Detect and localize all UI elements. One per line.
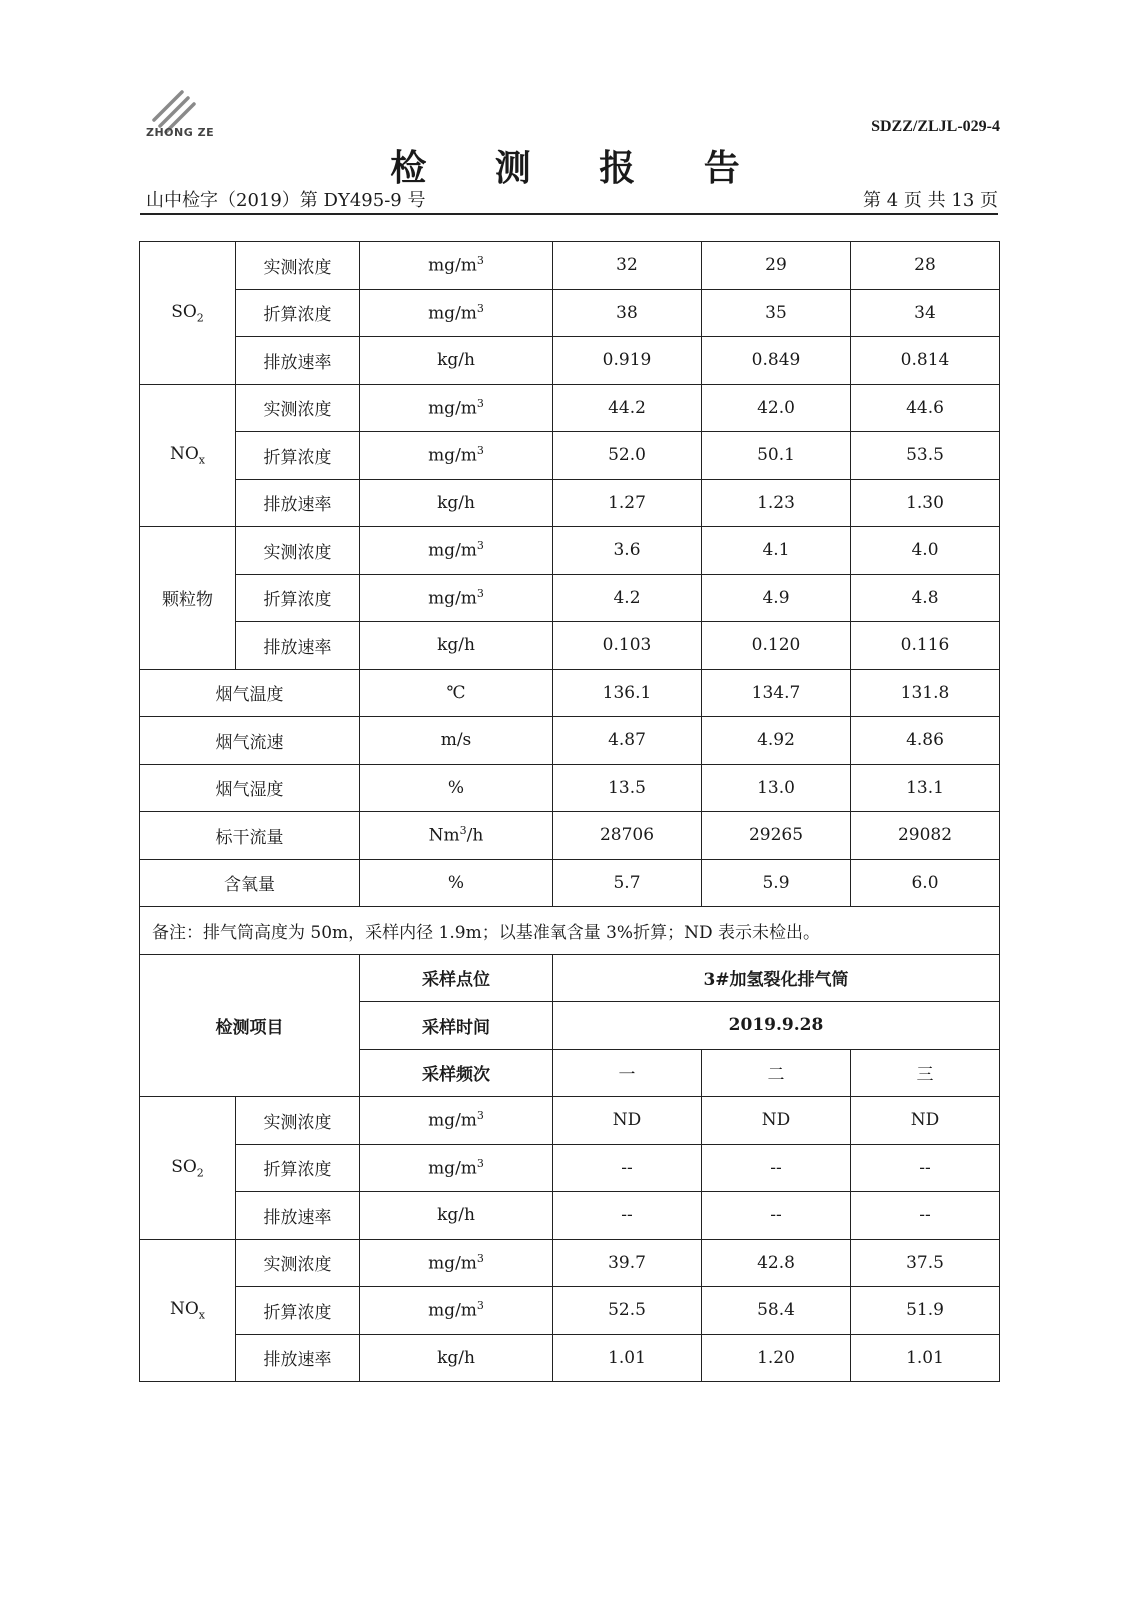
param-label: 排放速率	[236, 1334, 360, 1382]
value-cell: 4.1	[702, 527, 851, 575]
unit-cell: m/s	[360, 717, 553, 765]
param-label: 排放速率	[236, 622, 360, 670]
param-label: 折算浓度	[236, 289, 360, 337]
table-row	[140, 527, 1000, 575]
value-cell: 42.0	[702, 384, 851, 432]
table-row	[140, 1097, 1000, 1145]
table-row	[140, 812, 1000, 860]
unit-cell: %	[360, 764, 553, 812]
param-label: 排放速率	[236, 479, 360, 527]
table-row	[140, 1334, 1000, 1382]
logo-text: ZHONG ZE	[146, 126, 215, 139]
sampling-frequency-label: 采样频次	[360, 1049, 553, 1097]
unit-cell: $mg/m^3$	[360, 527, 553, 575]
table-row	[140, 337, 1000, 385]
value-cell: 44.6	[851, 384, 1000, 432]
value-cell: 28706	[553, 812, 702, 860]
value-cell: 53.5	[851, 432, 1000, 480]
value-cell: 1.01	[851, 1334, 1000, 1382]
unit-cell: $mg/m^3$	[360, 384, 553, 432]
unit-cell: kg/h	[360, 1334, 553, 1382]
value-cell: 28	[851, 242, 1000, 290]
value-cell: --	[702, 1144, 851, 1192]
value-cell: 0.919	[553, 337, 702, 385]
table-row	[140, 717, 1000, 765]
value-cell: 0.849	[702, 337, 851, 385]
value-cell: 4.2	[553, 574, 702, 622]
table-row	[140, 384, 1000, 432]
unit-cell: kg/h	[360, 622, 553, 670]
value-cell: 42.8	[702, 1239, 851, 1287]
value-cell: ND	[851, 1097, 1000, 1145]
value-cell: 44.2	[553, 384, 702, 432]
param-label: 烟气流速	[140, 717, 360, 765]
value-cell: --	[553, 1192, 702, 1240]
unit-cell: kg/h	[360, 337, 553, 385]
value-cell: 52.5	[553, 1287, 702, 1335]
value-cell: 0.814	[851, 337, 1000, 385]
value-cell: 0.116	[851, 622, 1000, 670]
unit-cell: kg/h	[360, 479, 553, 527]
value-cell: 1.01	[553, 1334, 702, 1382]
value-cell: 1.27	[553, 479, 702, 527]
param-label: 实测浓度	[236, 242, 360, 290]
sampling-time-label: 采样时间	[360, 1002, 553, 1050]
frequency-cell: 三	[851, 1049, 1000, 1097]
value-cell: 4.8	[851, 574, 1000, 622]
value-cell: 0.103	[553, 622, 702, 670]
param-label: 实测浓度	[236, 1097, 360, 1145]
value-cell: --	[851, 1144, 1000, 1192]
test-item-header: 检测项目	[140, 954, 360, 1097]
unit-cell: $mg/m^3$	[360, 1239, 553, 1287]
table-row	[140, 954, 1000, 1002]
table-row	[140, 1192, 1000, 1240]
unit-cell: %	[360, 859, 553, 907]
unit-cell: $mg/m^3$	[360, 1144, 553, 1192]
value-cell: 39.7	[553, 1239, 702, 1287]
sampling-time-value: 2019.9.28	[553, 1002, 1000, 1050]
value-cell: --	[851, 1192, 1000, 1240]
value-cell: --	[553, 1144, 702, 1192]
value-cell: 1.30	[851, 479, 1000, 527]
value-cell: 134.7	[702, 669, 851, 717]
param-label: 折算浓度	[236, 574, 360, 622]
document-code: SDZZ/ZLJL-029-4	[871, 118, 1000, 135]
value-cell: 136.1	[553, 669, 702, 717]
param-label: 折算浓度	[236, 432, 360, 480]
param-label: 烟气湿度	[140, 764, 360, 812]
value-cell: 29	[702, 242, 851, 290]
table-row	[140, 764, 1000, 812]
sampling-point-label: 采样点位	[360, 954, 553, 1002]
value-cell: 13.1	[851, 764, 1000, 812]
value-cell: 34	[851, 289, 1000, 337]
pollutant-so2: $SO_2$	[140, 242, 236, 385]
value-cell: 4.9	[702, 574, 851, 622]
remarks-note: 备注：排气筒高度为 50m，采样内径 1.9m；以基准氧含量 3%折算；ND 表示未检出。	[140, 907, 1000, 955]
value-cell: 51.9	[851, 1287, 1000, 1335]
unit-cell: ℃	[360, 669, 553, 717]
table-row	[140, 669, 1000, 717]
value-cell: 5.7	[553, 859, 702, 907]
unit-cell: $mg/m^3$	[360, 1097, 553, 1145]
unit-cell: $mg/m^3$	[360, 1287, 553, 1335]
table-row	[140, 479, 1000, 527]
value-cell: --	[702, 1192, 851, 1240]
value-cell: 29265	[702, 812, 851, 860]
page-title: 检 测 报 告	[390, 147, 768, 189]
value-cell: 6.0	[851, 859, 1000, 907]
unit-cell: $mg/m^3$	[360, 432, 553, 480]
value-cell: 4.92	[702, 717, 851, 765]
report-number: 山中检字（2019）第 DY495-9 号	[146, 190, 426, 211]
value-cell: ND	[553, 1097, 702, 1145]
table-row	[140, 242, 1000, 290]
value-cell: 13.5	[553, 764, 702, 812]
value-cell: ND	[702, 1097, 851, 1145]
table-row	[140, 622, 1000, 670]
frequency-cell: 一	[553, 1049, 702, 1097]
param-label: 实测浓度	[236, 384, 360, 432]
value-cell: 131.8	[851, 669, 1000, 717]
value-cell: 1.20	[702, 1334, 851, 1382]
value-cell: 0.120	[702, 622, 851, 670]
param-label: 烟气温度	[140, 669, 360, 717]
value-cell: 29082	[851, 812, 1000, 860]
table-row	[140, 1287, 1000, 1335]
param-label: 排放速率	[236, 337, 360, 385]
table-row	[140, 289, 1000, 337]
value-cell: 35	[702, 289, 851, 337]
value-cell: 58.4	[702, 1287, 851, 1335]
param-label: 折算浓度	[236, 1287, 360, 1335]
param-label: 实测浓度	[236, 1239, 360, 1287]
table-row	[140, 574, 1000, 622]
value-cell: 3.6	[553, 527, 702, 575]
unit-cell: Nm$^3$/h	[360, 812, 553, 860]
frequency-cell: 二	[702, 1049, 851, 1097]
value-cell: 50.1	[702, 432, 851, 480]
unit-cell: $mg/m^3$	[360, 574, 553, 622]
value-cell: 4.87	[553, 717, 702, 765]
value-cell: 5.9	[702, 859, 851, 907]
value-cell: 38	[553, 289, 702, 337]
header-divider	[140, 213, 998, 215]
table-row	[140, 1239, 1000, 1287]
param-label: 实测浓度	[236, 527, 360, 575]
param-label: 含氧量	[140, 859, 360, 907]
value-cell: 4.86	[851, 717, 1000, 765]
page-number: 第 4 页 共 13 页	[863, 190, 998, 211]
pollutant-nox: $NO_x$	[140, 384, 236, 527]
table-row	[140, 432, 1000, 480]
pollutant-nox: $NO_x$	[140, 1239, 236, 1382]
pollutant-pm: 颗粒物	[140, 527, 236, 670]
table-row	[140, 859, 1000, 907]
value-cell: 32	[553, 242, 702, 290]
value-cell: 37.5	[851, 1239, 1000, 1287]
param-label: 排放速率	[236, 1192, 360, 1240]
param-label: 标干流量	[140, 812, 360, 860]
sampling-point-value: 3#加氢裂化排气筒	[553, 954, 1000, 1002]
unit-cell: kg/h	[360, 1192, 553, 1240]
table-row	[140, 907, 1000, 955]
value-cell: 4.0	[851, 527, 1000, 575]
value-cell: 52.0	[553, 432, 702, 480]
pollutant-so2: $SO_2$	[140, 1097, 236, 1240]
unit-cell: $mg/m^3$	[360, 289, 553, 337]
value-cell: 1.23	[702, 479, 851, 527]
param-label: 折算浓度	[236, 1144, 360, 1192]
value-cell: 13.0	[702, 764, 851, 812]
unit-cell: $mg/m^3$	[360, 242, 553, 290]
test-results-table	[139, 241, 1000, 1382]
table-row	[140, 1144, 1000, 1192]
